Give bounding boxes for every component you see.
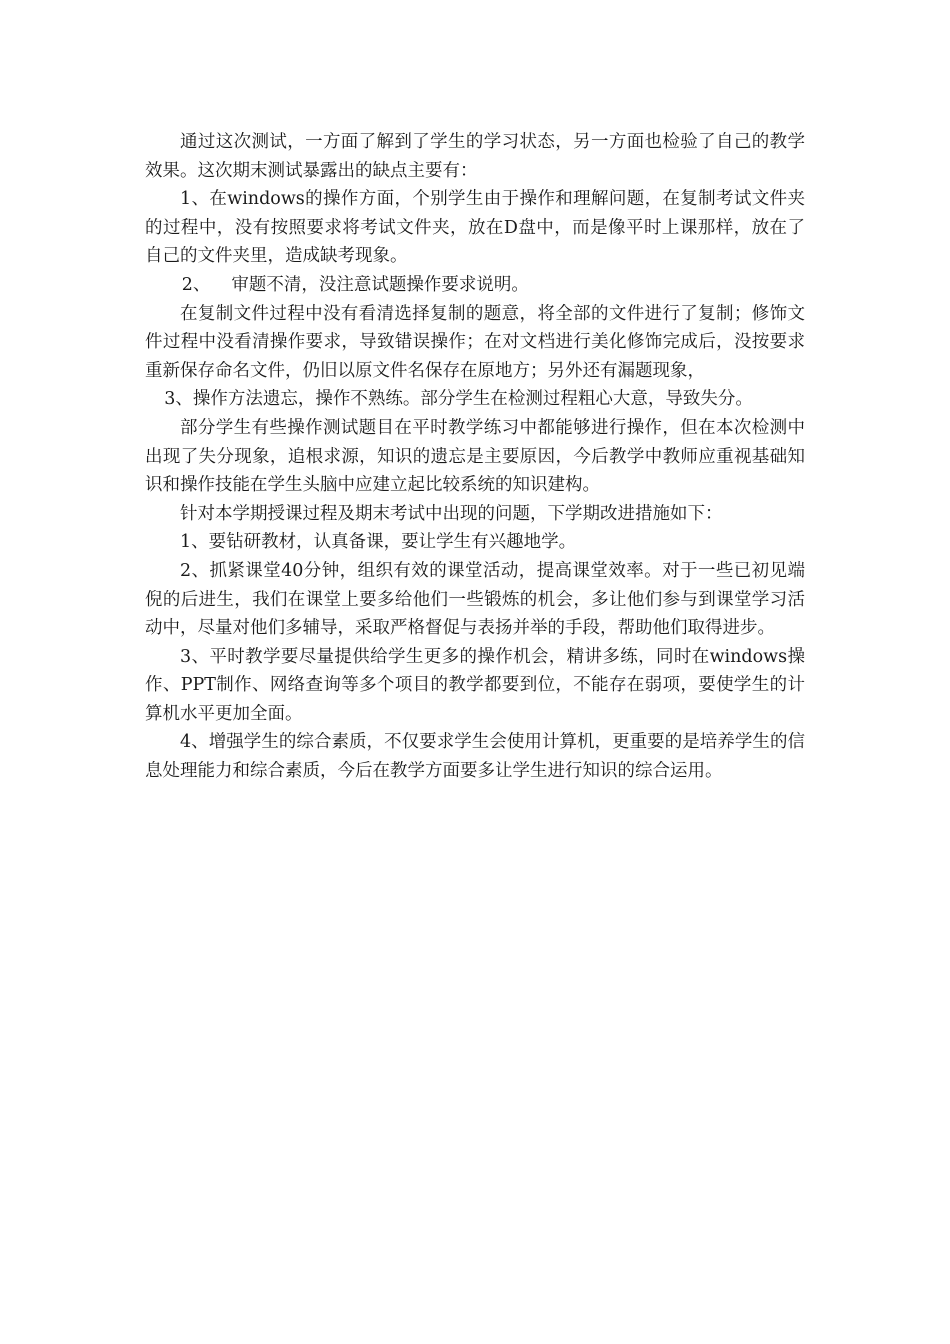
paragraph-measure-1: 1、要钻研教材，认真备课，要让学生有兴趣地学。 xyxy=(180,532,577,553)
paragraph-issue-3-detail: 部分学生有些操作测试题目在平时教学练习中都能够进行操作，但在本次检测中出现了失分现象，追根求源，知识的遗忘是主要原因，今后教学中教师应重视基础知识和操作技能在学生头脑中应建立起比较系统的知识建构。 xyxy=(145,417,805,496)
issue-2-number: 2、 xyxy=(181,274,211,295)
paragraph-issue-3: 3、操作方法遗忘，操作不熟练。部分学生在检测过程粗心大意，导致失分。 xyxy=(164,389,753,410)
paragraph-measure-4: 4、增强学生的综合素质，不仅要求学生会使用计算机，更重要的是培养学生的信息处理能力和综合素质，今后在教学方面要多让学生进行知识的综合运用。 xyxy=(145,732,805,782)
paragraph-intro: 通过这次测试，一方面了解到了学生的学习状态，另一方面也检验了自己的教学效果。这次期末测试暴露出的缺点主要有： xyxy=(145,132,805,181)
paragraph-issue-2 xyxy=(145,271,805,300)
paragraph-measures-intro: 针对本学期授课过程及期末考试中出现的问题，下学期改进措施如下： xyxy=(180,503,723,524)
paragraph-measure-2: 2、抓紧课堂40分钟，组织有效的课堂活动，提高课堂效率。对于一些已初见端倪的后进生，我们在课堂上要多给他们一些锻炼的机会，多让他们参与到课堂学习活动中，尽量对他们多辅导，采取严格督促与表扬并举的手段，帮助他们取得进步。 xyxy=(145,560,805,639)
issue-2-text: 审题不清，没注意试题操作要求说明。 xyxy=(231,274,529,295)
paragraph-issue-1: 1、在windows的操作方面，个别学生由于操作和理解问题，在复制考试文件夹的过程中，没有按照要求将考试文件夹，放在D盘中，而是像平时上课那样，放在了自己的文件夹里，造成缺考现象。 xyxy=(145,189,805,267)
paragraph-issue-2-detail: 在复制文件过程中没有看清选择复制的题意，将全部的文件进行了复制；修饰文件过程中没看清操作要求，导致错误操作；在对文档进行美化修饰完成后，没按要求重新保存命名文件，仍旧以原文件名保存在原地方；另外还有漏题现象， xyxy=(145,303,805,381)
document-body xyxy=(145,128,805,786)
paragraph-measure-3: 3、平时教学要尽量提供给学生更多的操作机会，精讲多练，同时在windows操作、PPT制作、网络查询等多个项目的教学都要到位，不能存在弱项，要使学生的计算机水平更加全面。 xyxy=(145,646,805,724)
